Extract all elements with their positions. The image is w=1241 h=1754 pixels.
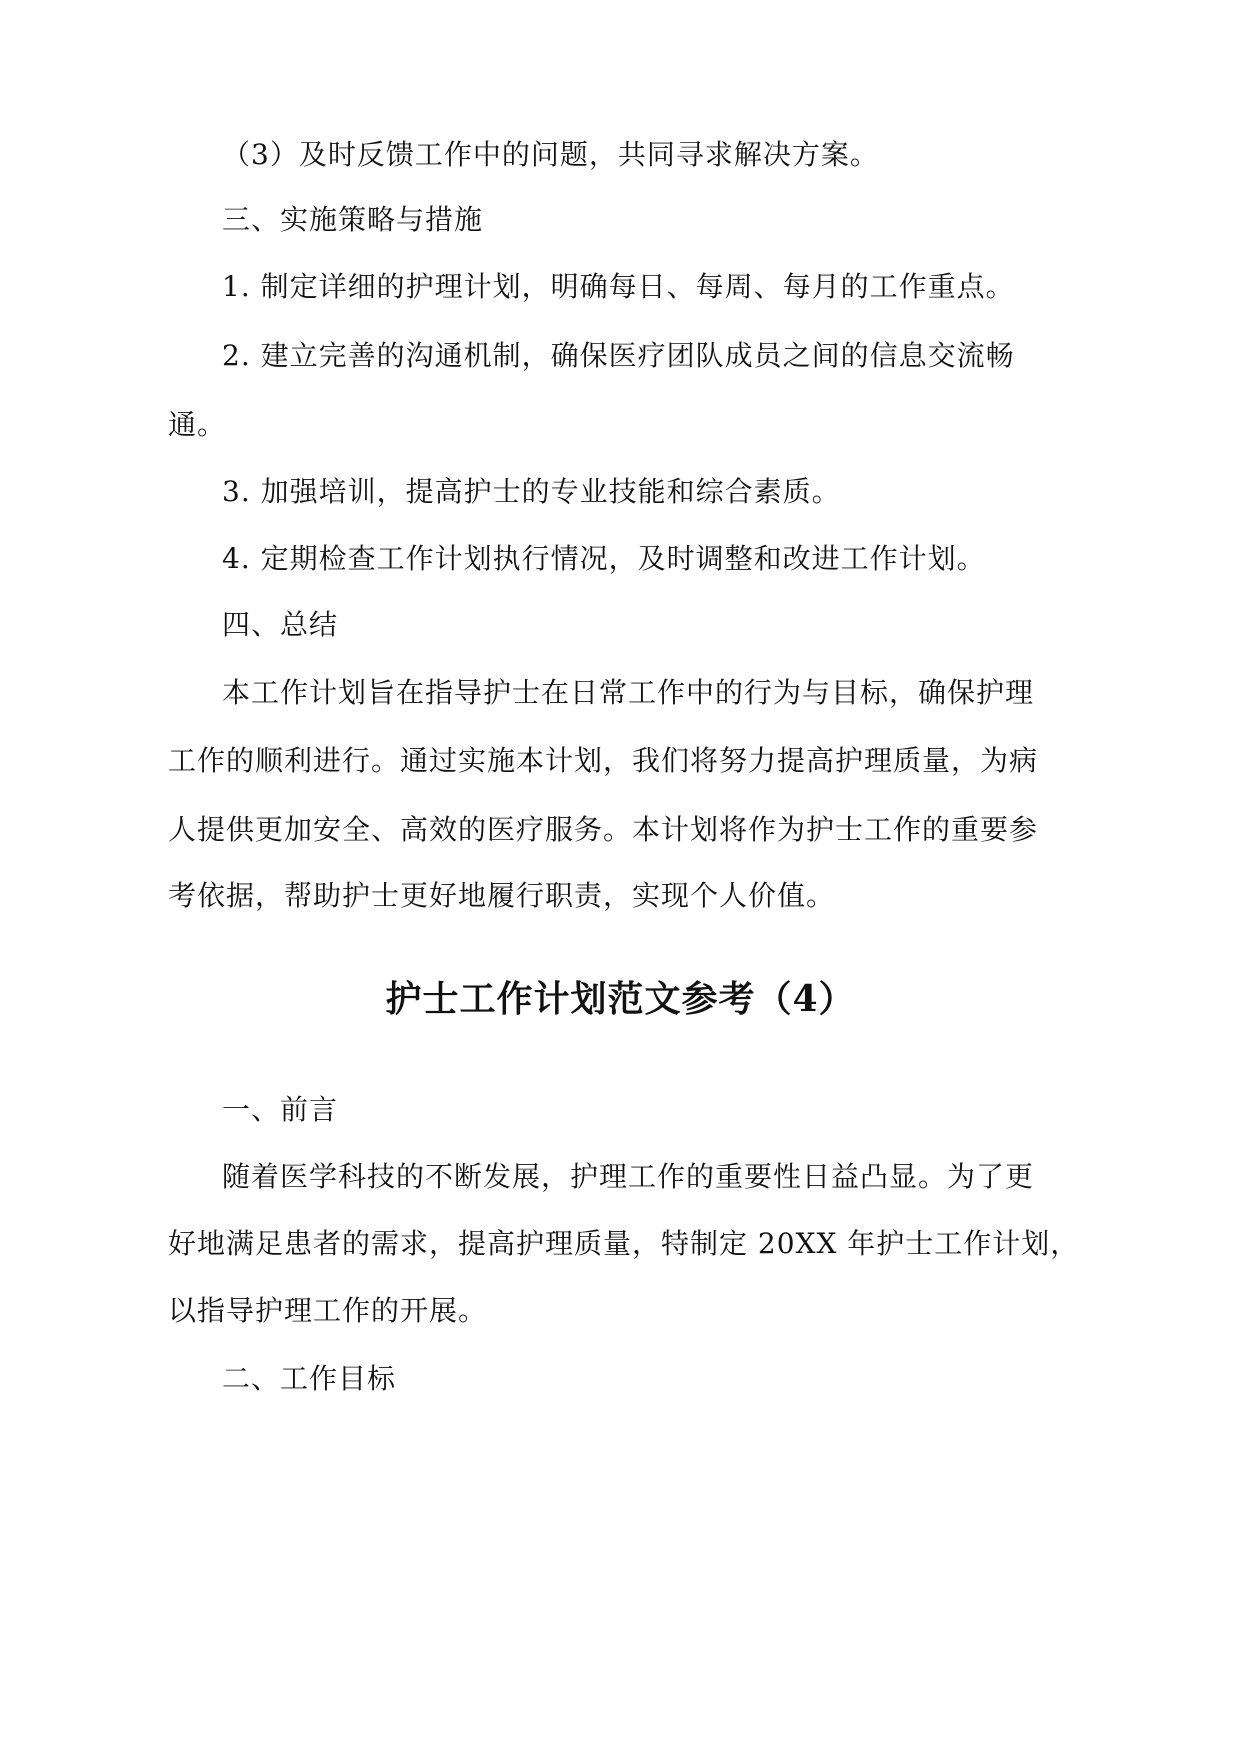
summary-line-2: 工作的顺利进行。通过实施本计划，我们将努力提高护理质量，为病 [168, 744, 1039, 777]
feedback-item-3: （3）及时反馈工作中的问题，共同寻求解决方案。 [222, 138, 879, 171]
section-heading-goals: 二、工作目标 [222, 1362, 397, 1395]
strategy-item-1: 1. 制定详细的护理计划，明确每日、每周、每月的工作重点。 [222, 270, 1015, 303]
summary-line-3: 人提供更加安全、高效的医疗服务。本计划将作为护士工作的重要参 [168, 813, 1039, 846]
strategy-item-3: 3. 加强培训，提高护士的专业技能和综合素质。 [222, 475, 841, 508]
section-heading-strategy: 三、实施策略与措施 [222, 203, 484, 236]
strategy-item-2-line-1: 2. 建立完善的沟通机制，确保医疗团队成员之间的信息交流畅 [222, 339, 1015, 372]
section-heading-preface: 一、前言 [222, 1093, 339, 1126]
summary-line-1: 本工作计划旨在指导护士在日常工作中的行为与目标，确保护理 [222, 676, 1035, 709]
strategy-item-2-line-2: 通。 [168, 408, 227, 441]
summary-line-4: 考依据，帮助护士更好地履行职责，实现个人价值。 [168, 879, 836, 912]
document-title: 护士工作计划范文参考（4） [385, 978, 856, 1020]
preface-line-2: 好地满足患者的需求，提高护理质量，特制定 20XX 年护士工作计划， [168, 1227, 1080, 1260]
section-heading-summary: 四、总结 [222, 608, 339, 641]
preface-line-1: 随着医学科技的不断发展，护理工作的重要性日益凸显。为了更 [222, 1160, 1035, 1193]
strategy-item-4: 4. 定期检查工作计划执行情况，及时调整和改进工作计划。 [222, 542, 986, 575]
preface-line-3: 以指导护理工作的开展。 [168, 1294, 488, 1327]
